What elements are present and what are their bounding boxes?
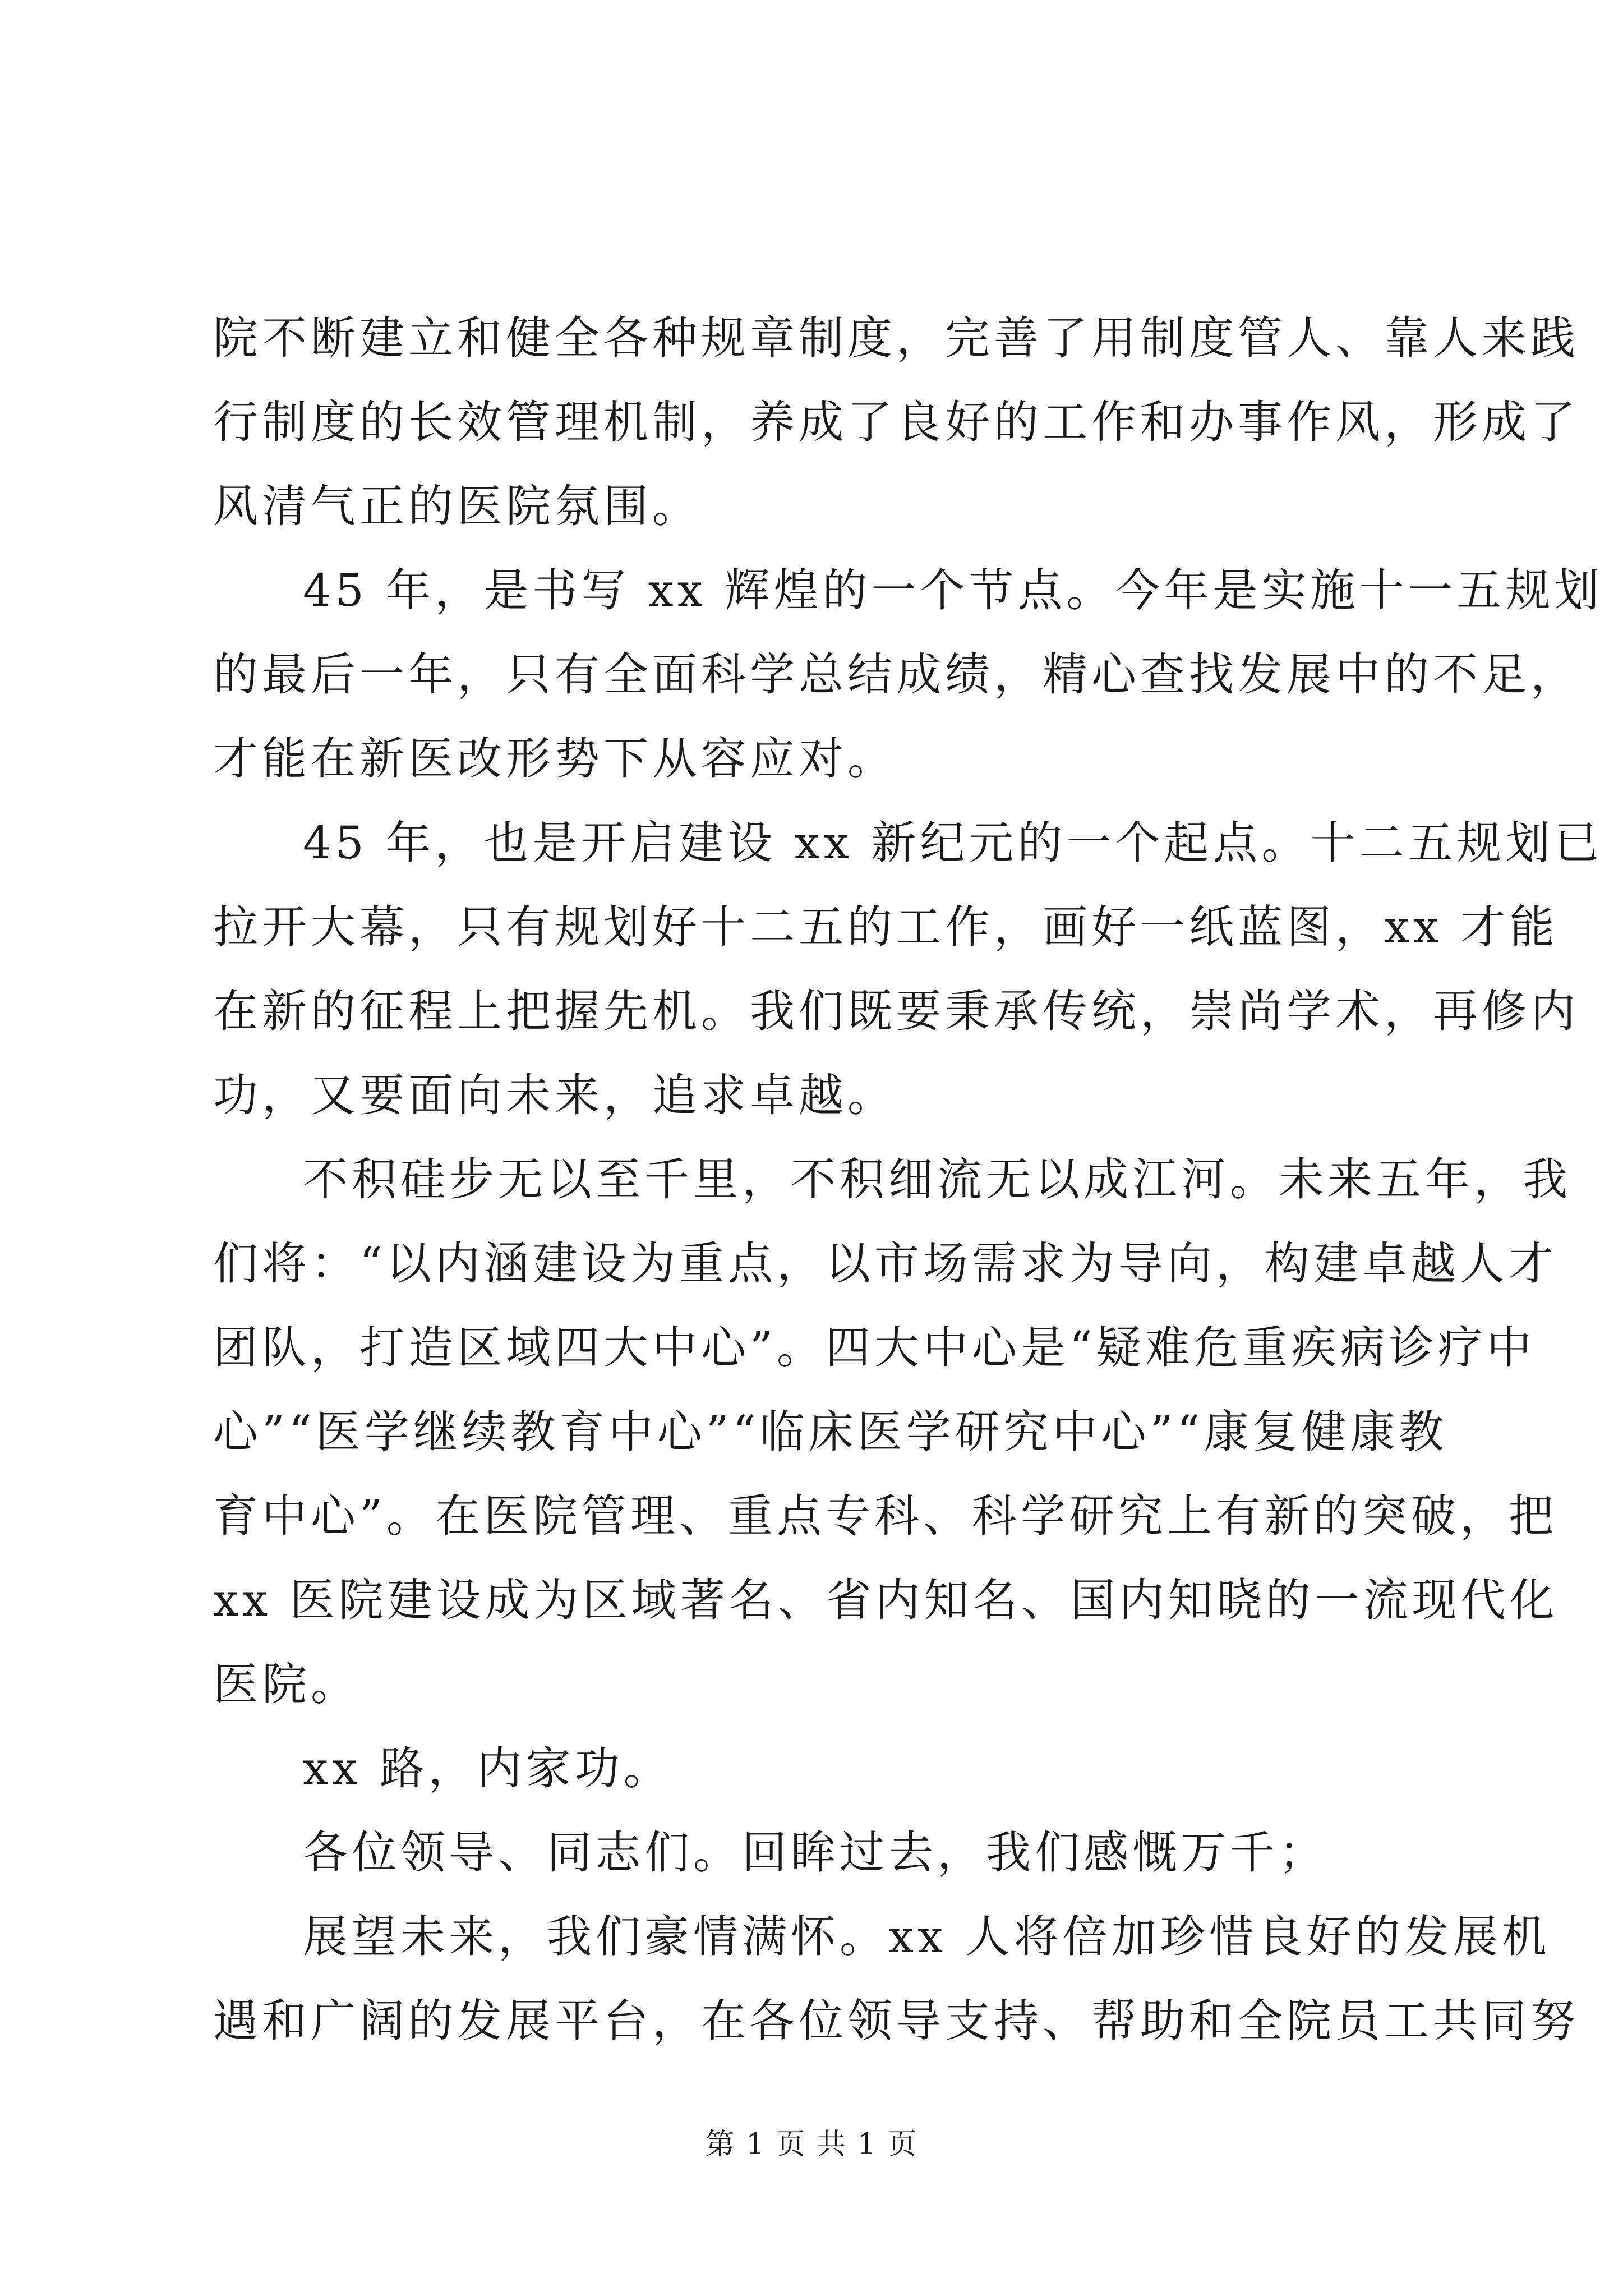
text-line: 育中心”。在医院管理、重点专科、科学研究上有新的突破，把 — [213, 1490, 1557, 1542]
text-line: 们将：“以内涵建设为重点，以市场需求为导向，构建卓越人才 — [213, 1237, 1557, 1290]
document-body — [213, 296, 1603, 2063]
paragraph-first-line: 45 年，是书写 xx 辉煌的一个节点。今年是实施十一五规划 — [303, 564, 1603, 616]
text-line: 医院。 — [213, 1658, 359, 1710]
text-line: 遇和广阔的发展平台，在各位领导支持、帮助和全院员工共同努 — [213, 1995, 1579, 2047]
text-line: 行制度的长效管理机制，养成了良好的工作和办事作风，形成了 — [213, 396, 1579, 448]
paragraph-first-line: xx 路，内家功。 — [303, 1742, 672, 1795]
text-line: 才能在新医改形势下从容应对。 — [213, 733, 896, 785]
paragraph-first-line: 45 年，也是开启建设 xx 新纪元的一个起点。十二五规划已 — [303, 817, 1603, 869]
paragraph-first-line: 展望未来，我们豪情满怀。xx 人将倍加珍惜良好的发展机 — [303, 1911, 1551, 1963]
text-line: 院不断建立和健全各种规章制度，完善了用制度管人、靠人来践 — [213, 312, 1579, 364]
paragraph-first-line: 不积硅步无以至千里，不积细流无以成江河。未来五年，我 — [303, 1153, 1571, 1205]
text-line: 的最后一年，只有全面科学总结成绩，精心查找发展中的不足， — [213, 648, 1579, 701]
text-line: 功，又要面向未来，追求卓越。 — [213, 1069, 896, 1121]
text-line: 团队，打造区域四大中心”。四大中心是“疑难危重疾病诊疗中 — [213, 1322, 1536, 1374]
text-line: 风清气正的医院氛围。 — [213, 480, 701, 532]
text-line: 心”“医学继续教育中心”“临床医学研究中心”“康复健康教 — [213, 1406, 1448, 1458]
text-line: 在新的征程上把握先机。我们既要秉承传统，崇尚学术，再修内 — [213, 985, 1579, 1037]
text-line: 拉开大幕，只有规划好十二五的工作，画好一纸蓝图，xx 才能 — [213, 901, 1559, 953]
paragraph-first-line: 各位领导、同志们。回眸过去，我们感慨万千； — [303, 1826, 1327, 1879]
text-line: xx 医院建设成为区域著名、省内知名、国内知晓的一流现代化 — [213, 1574, 1559, 1626]
page-number-footer: 第 1 页 共 1 页 — [705, 2128, 918, 2161]
